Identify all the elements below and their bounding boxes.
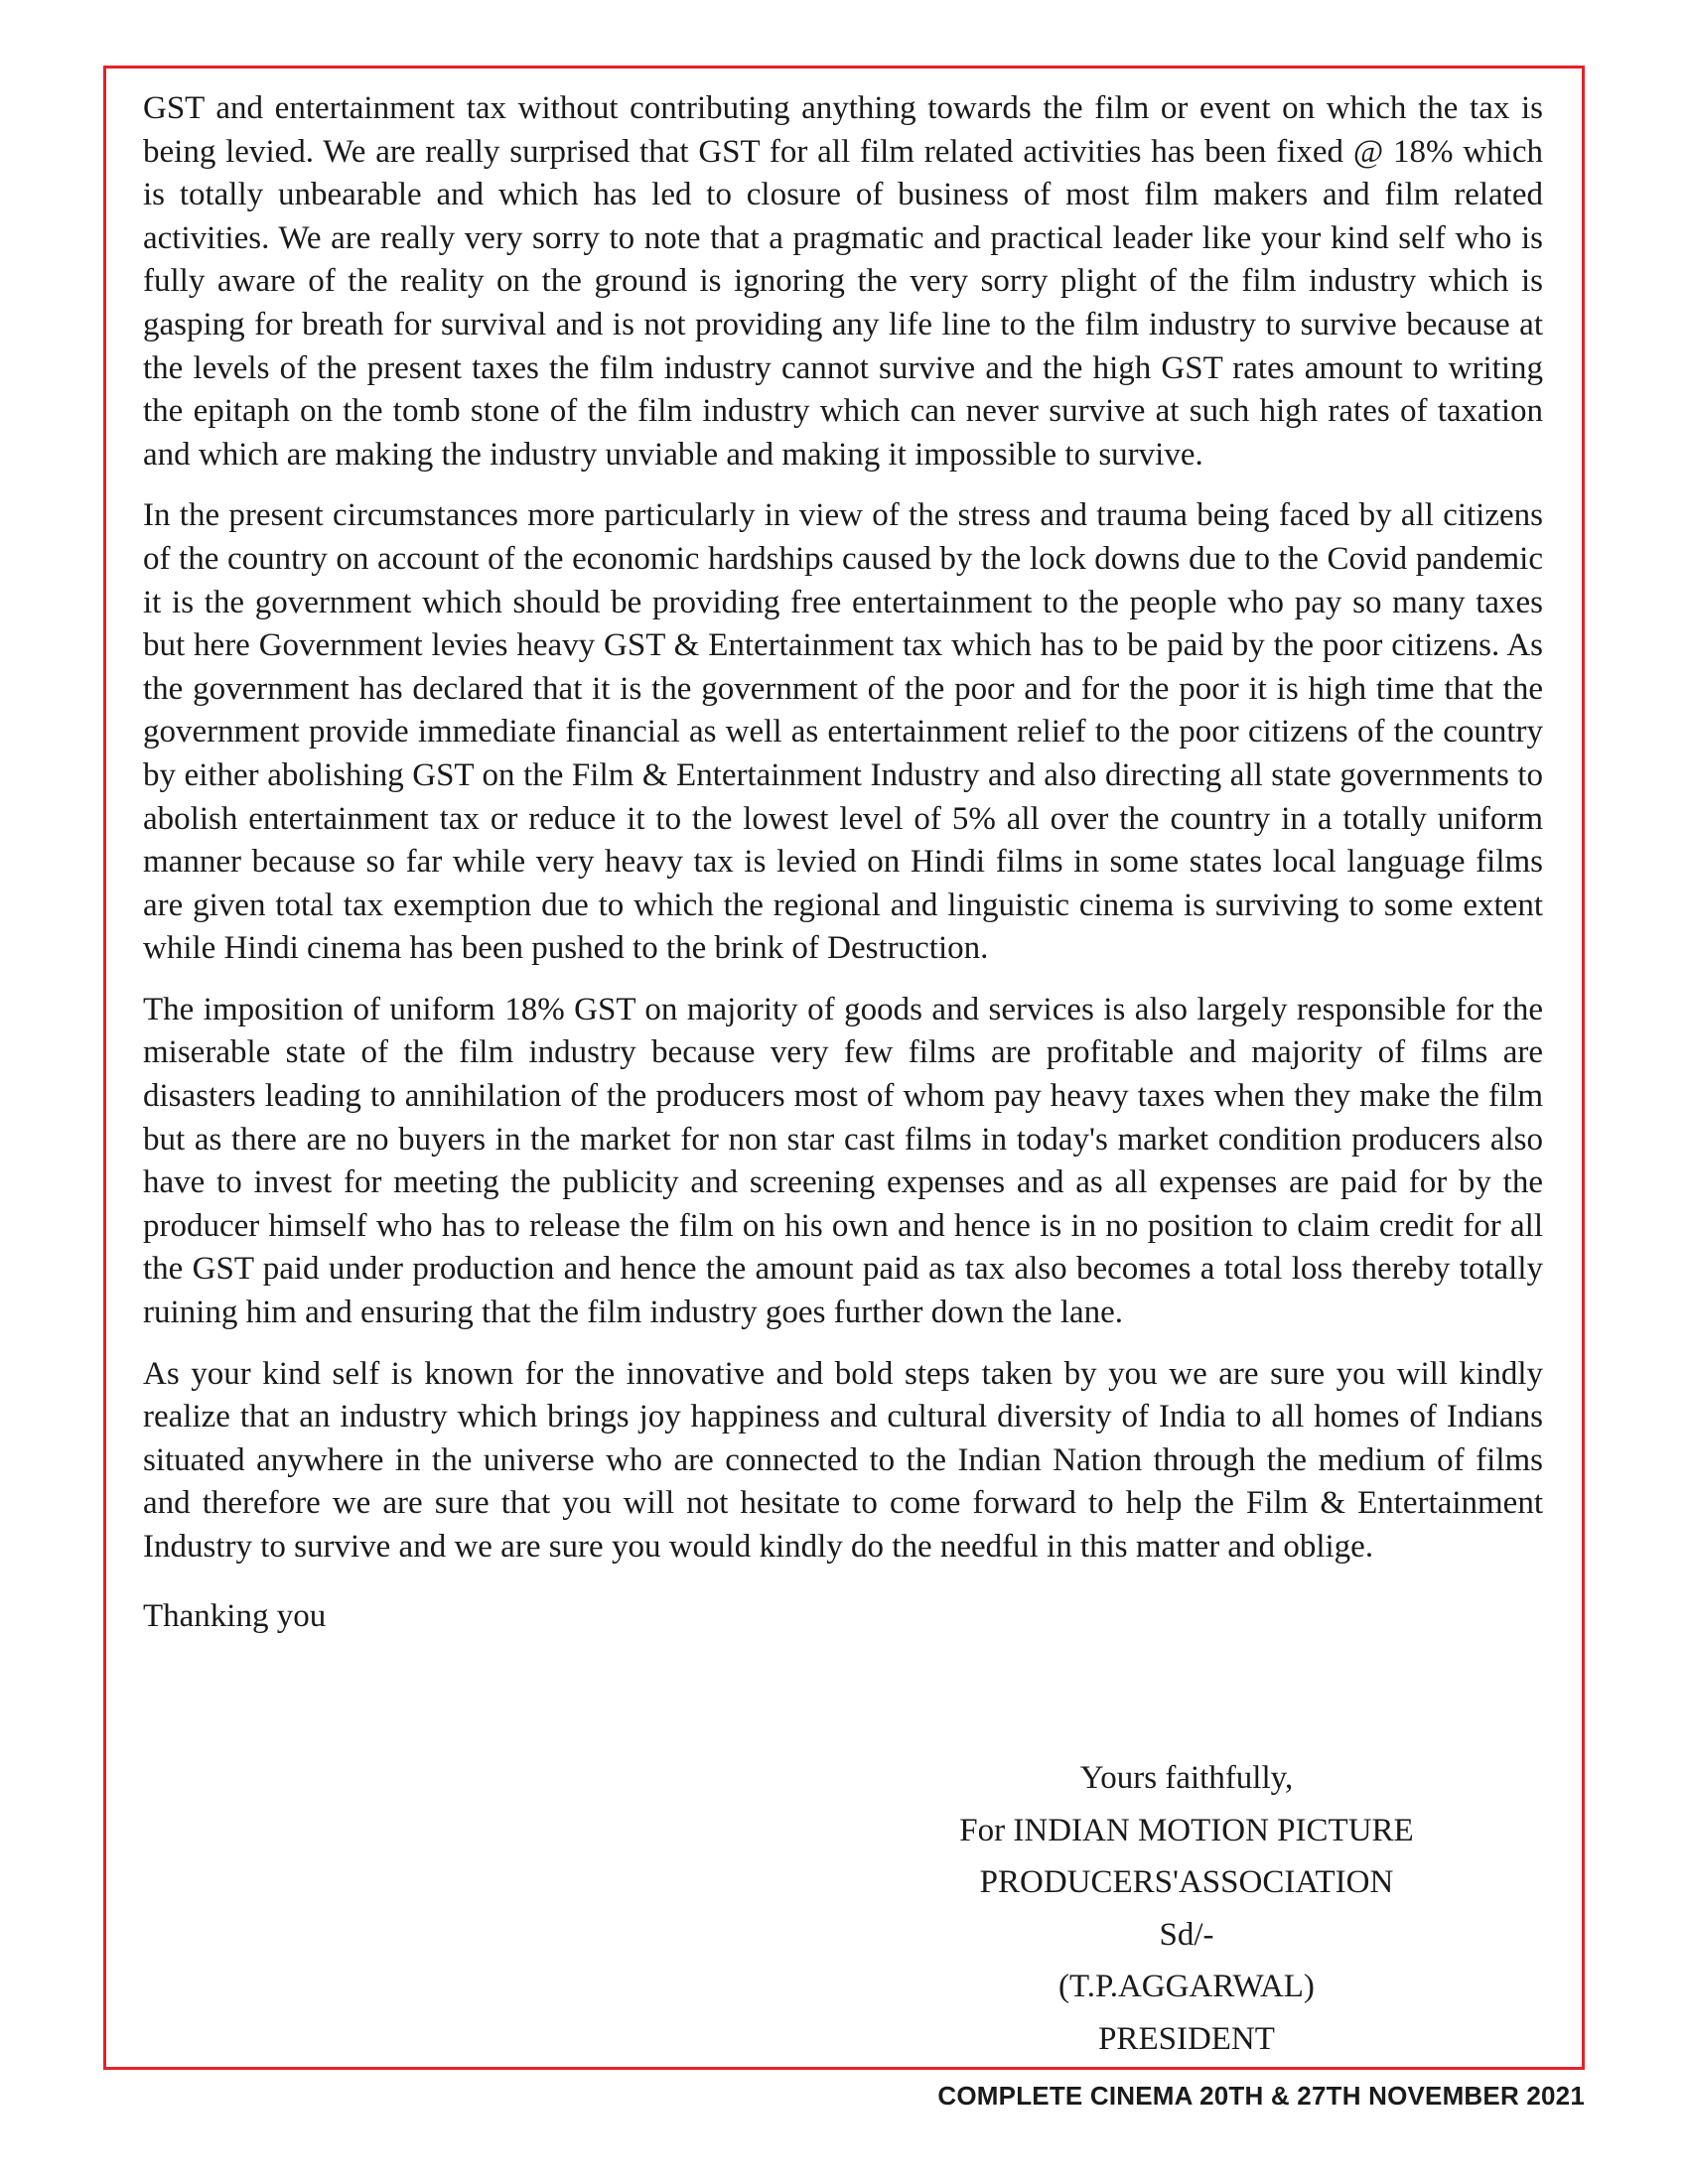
signature-sd: Sd/-: [1159, 1916, 1214, 1953]
signature-name: (T.P.AGGARWAL): [1058, 1969, 1315, 2004]
signature-title: PRESIDENT: [1098, 2020, 1275, 2057]
closing-thanks: Thanking you: [143, 1597, 327, 1634]
letter-paragraph-2: In the present circumstances more particularly in view of the stress and trauma being faced by all citizens of the country on account of the economic hardships caused by the lock downs due to the Covid pandemic it is the government which should be providing free entertainment to the people who pay so many taxes but here Government levies heavy GST & Entertainment tax which has to be paid by the poor citizens. As the government has declared that it is the government of the poor and for the poor it is high time that the government provide immediate financial as well as entertainment relief to the poor citizens of the country by either abolishing GST on the Film & Entertainment Industry and also directing all state governments to abolish entertainment tax or reduce it to the lowest level of 5% all over the country in a totally uniform manner because so far while very heavy tax is levied on Hindi films in some states local language films are given total tax exemption due to which the regional and linguistic cinema is surviving to some extent while Hindi cinema has been pushed to the brink of Destruction.: [143, 497, 1543, 967]
signature-block: [899, 1752, 1475, 2065]
letter-paragraph-1: GST and entertainment tax without contributing anything towards the film or event on which the tax is being levied. We are really surprised that GST for all film related activities has been fixed @ 18% which is totally unbearable and which has led to closure of business of most film makers and film related activities. We are really very sorry to note that a pragmatic and practical leader like your kind self who is fully aware of the reality on the ground is ignoring the very sorry plight of the film industry which is gasping for breath for survival and is not providing any life line to the film industry to survive because at the levels of the present taxes the film industry cannot survive and the high GST rates amount to writing the epitaph on the tomb stone of the film industry which can never survive at such high rates of taxation and which are making the industry unviable and making it impossible to survive.: [143, 90, 1543, 473]
letter-paragraph-4: As your kind self is known for the innovative and bold steps taken by you we are sure you will kindly realize that an industry which brings joy happiness and cultural diversity of India to all homes of Indians situated anywhere in the universe who are connected to the Indian Nation through the medium of films and therefore we are sure that you will not hesitate to come forward to help the Film & Entertainment Industry to survive and we are sure you would kindly do the needful in this matter and oblige.: [143, 1355, 1543, 1565]
letter-body: [143, 87, 1543, 1656]
signature-org-line-1: For INDIAN MOTION PICTURE: [959, 1812, 1414, 1848]
signature-org-line-2: PRODUCERS'ASSOCIATION: [979, 1864, 1394, 1900]
letter-paragraph-3: The imposition of uniform 18% GST on majority of goods and services is also largely responsible for the miserable state of the film industry because very few films are profitable and majority of films are disasters leading to annihilation of the producers most of whom pay heavy taxes when they make the film but as there are no buyers in the market for non star cast films in today's market condition producers also have to invest for meeting the publicity and screening expenses and as all expenses are paid for by the producer himself who has to release the film on his own and hence is in no position to claim credit for all the GST paid under production and hence the amount paid as tax also becomes a total loss thereby totally ruining him and ensuring that the film industry goes further down the lane.: [143, 991, 1543, 1331]
signature-salutation: Yours faithfully,: [1079, 1760, 1294, 1796]
publication-footer: COMPLETE CINEMA 20TH & 27TH NOVEMBER 2021: [937, 2081, 1585, 2111]
